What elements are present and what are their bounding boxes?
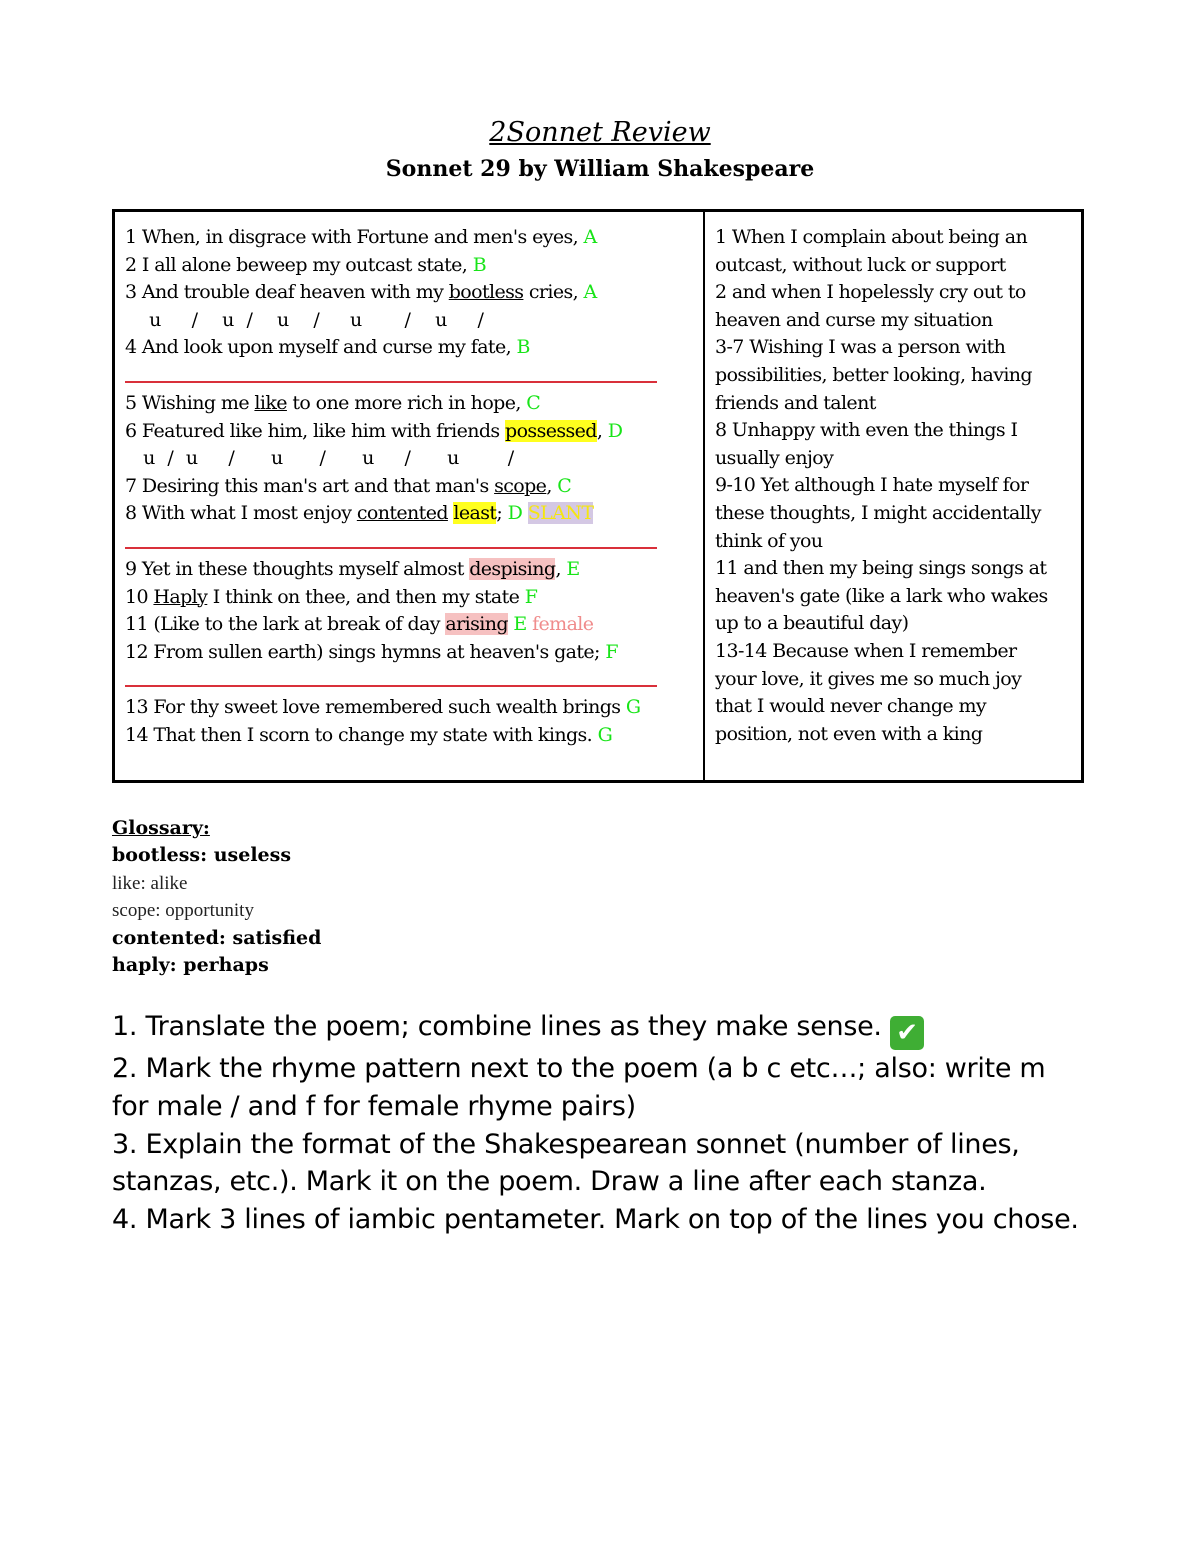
rhyme-letter: D <box>607 419 623 442</box>
rhyme-letter: F <box>605 640 618 663</box>
poem-line <box>125 418 697 446</box>
rhyme-letter: C <box>557 474 572 497</box>
poem-line-text: 11 (Like to the lark at break of day <box>125 613 446 636</box>
rhyme-letter: F <box>524 585 538 608</box>
poem-line <box>125 694 697 722</box>
poem-line-text: 8 With what I most enjoy <box>125 502 357 525</box>
poem-line-text: 1 When, in disgrace with Fortune and men's eyes, <box>125 226 584 248</box>
space <box>522 502 527 524</box>
rhyme-letter: A <box>583 281 597 304</box>
slant-label: SLANT <box>527 502 594 525</box>
translation-line: 1 When I complain about being an <box>715 226 1028 248</box>
glossary-item: bootless: useless <box>112 844 292 867</box>
rhyme-letter: E <box>513 613 527 636</box>
poem-line-text: 14 That then I scorn to change my state with kings. <box>125 723 598 746</box>
poem-line-text: 10 <box>125 585 154 608</box>
task-list <box>112 1008 1082 1239</box>
task-item: 4. Mark 3 lines of iambic pentameter. Mark on top of the lines you chose. <box>112 1204 1079 1236</box>
translation-line: your love, it gives me so much joy <box>715 667 1022 690</box>
poem-line-text: 5 Wishing me <box>125 391 255 414</box>
poem-line <box>125 334 697 362</box>
poem-line-text: , <box>546 474 558 497</box>
poem-line-text: I think on thee, and then my state <box>207 585 525 608</box>
poem-line-text: 13 For thy sweet love remembered such wealth brings <box>125 696 626 719</box>
glossary-word: scope <box>494 474 547 497</box>
task-item <box>112 1008 1082 1050</box>
translation-line: 9-10 Yet although I hate myself for <box>715 474 1029 497</box>
poem-line <box>125 500 697 528</box>
translation-line: 2 and when I hopelessly cry out to <box>715 281 1026 304</box>
page-title: 2Sonnet Review <box>489 117 711 148</box>
highlighted-word: despising <box>469 557 556 580</box>
poem-line-text: , <box>555 557 567 580</box>
female-label: female <box>526 613 594 636</box>
poem-line <box>125 556 697 584</box>
poem-line-text: 2 I all alone beweep my outcast state, <box>125 253 473 276</box>
translation-line: 11 and then my being sings songs at <box>715 557 1047 580</box>
poem-line <box>125 390 697 418</box>
glossary-item: like: alike <box>112 872 188 894</box>
poem-line-text: cries, <box>523 281 584 304</box>
poem-line-text: 6 Featured like him, like him with friends <box>125 419 506 442</box>
rhyme-letter: B <box>472 253 487 276</box>
poem-line-text: 3 And trouble deaf heaven with my <box>125 281 449 304</box>
rhyme-letter: D <box>507 502 523 525</box>
translation-line: heaven and curse my situation <box>715 308 993 331</box>
translation-line: outcast, without luck or support <box>715 253 1006 276</box>
glossary-item: scope: opportunity <box>112 900 254 922</box>
glossary-word: like <box>254 391 287 414</box>
translation-line: usually enjoy <box>715 446 834 469</box>
page-subtitle: Sonnet 29 by William Shakespeare <box>385 156 815 182</box>
poem-line-text: 12 From sullen earth) sings hymns at heaven's gate; <box>125 640 606 663</box>
poem-line-text: 7 Desiring this man's art and that man's <box>125 474 495 497</box>
translation-line: think of you <box>715 529 823 552</box>
glossary <box>112 815 712 979</box>
poem-line <box>125 224 697 252</box>
glossary-title: Glossary: <box>112 817 210 839</box>
highlighted-word: least <box>453 502 497 525</box>
meter-marks: u / u / u / u / u / <box>125 447 515 470</box>
translation-column <box>715 224 1081 748</box>
meter-marks: u / u / u / u / u / <box>125 308 484 331</box>
check-mark-icon: ✔ <box>890 1016 924 1050</box>
translation-line: 3-7 Wishing I was a person with <box>715 336 1006 359</box>
poem-line <box>125 279 697 307</box>
poem-line <box>125 584 697 612</box>
task-item: 3. Explain the format of the Shakespearean sonnet (number of lines, stanzas, etc.). Mark it on the poem. Draw a line after each stanza. <box>112 1128 1020 1198</box>
rhyme-letter: G <box>597 723 613 746</box>
poem-line-text: to one more rich in hope, <box>286 391 527 414</box>
glossary-item: haply: perhaps <box>112 954 269 977</box>
poem-table <box>112 209 1084 783</box>
column-divider <box>703 212 705 780</box>
stanza-divider <box>125 362 697 390</box>
translation-line: possibilities, better looking, having <box>715 363 1032 386</box>
highlighted-word: possessed <box>505 419 597 442</box>
highlighted-word: arising <box>445 613 508 636</box>
poem-line <box>125 639 697 667</box>
poem-line-text: ; <box>496 502 508 525</box>
translation-line: these thoughts, I might accidentally <box>715 501 1041 524</box>
glossary-word: Haply <box>153 585 208 608</box>
task-item: 2. Mark the rhyme pattern next to the poem (a b c etc…; also: write m for male / and f for female rhyme pairs) <box>112 1053 1046 1122</box>
rhyme-letter: C <box>526 391 541 414</box>
poem-column <box>125 224 697 750</box>
rhyme-letter: B <box>516 336 530 359</box>
stanza-divider <box>125 666 697 694</box>
translation-line: 13-14 Because when I remember <box>715 639 1017 662</box>
rhyme-letter: A <box>583 226 597 248</box>
translation-line: heaven's gate (like a lark who wakes <box>715 584 1048 607</box>
poem-line <box>125 252 697 280</box>
translation-line: that I would never change my <box>715 695 987 718</box>
poem-line <box>125 722 697 750</box>
task-text: 1. Translate the poem; combine lines as they make sense. <box>112 1011 890 1042</box>
translation-line: 8 Unhappy with even the things I <box>715 419 1018 442</box>
glossary-word: contented <box>356 502 448 525</box>
translation-line: position, not even with a king <box>715 722 983 745</box>
rhyme-letter: G <box>625 696 641 719</box>
translation-line: up to a beautiful day) <box>715 612 909 635</box>
poem-line <box>125 473 697 501</box>
glossary-item: contented: satisfied <box>112 926 322 949</box>
poem-line-text: 4 And look upon myself and curse my fate, <box>125 336 517 359</box>
stanza-divider <box>125 528 697 556</box>
poem-line-text: , <box>596 419 608 442</box>
translation-line: friends and talent <box>715 391 876 414</box>
poem-line <box>125 611 697 639</box>
glossary-word: bootless <box>448 281 524 304</box>
poem-line-text: 9 Yet in these thoughts myself almost <box>125 557 470 580</box>
rhyme-letter: E <box>566 557 580 580</box>
